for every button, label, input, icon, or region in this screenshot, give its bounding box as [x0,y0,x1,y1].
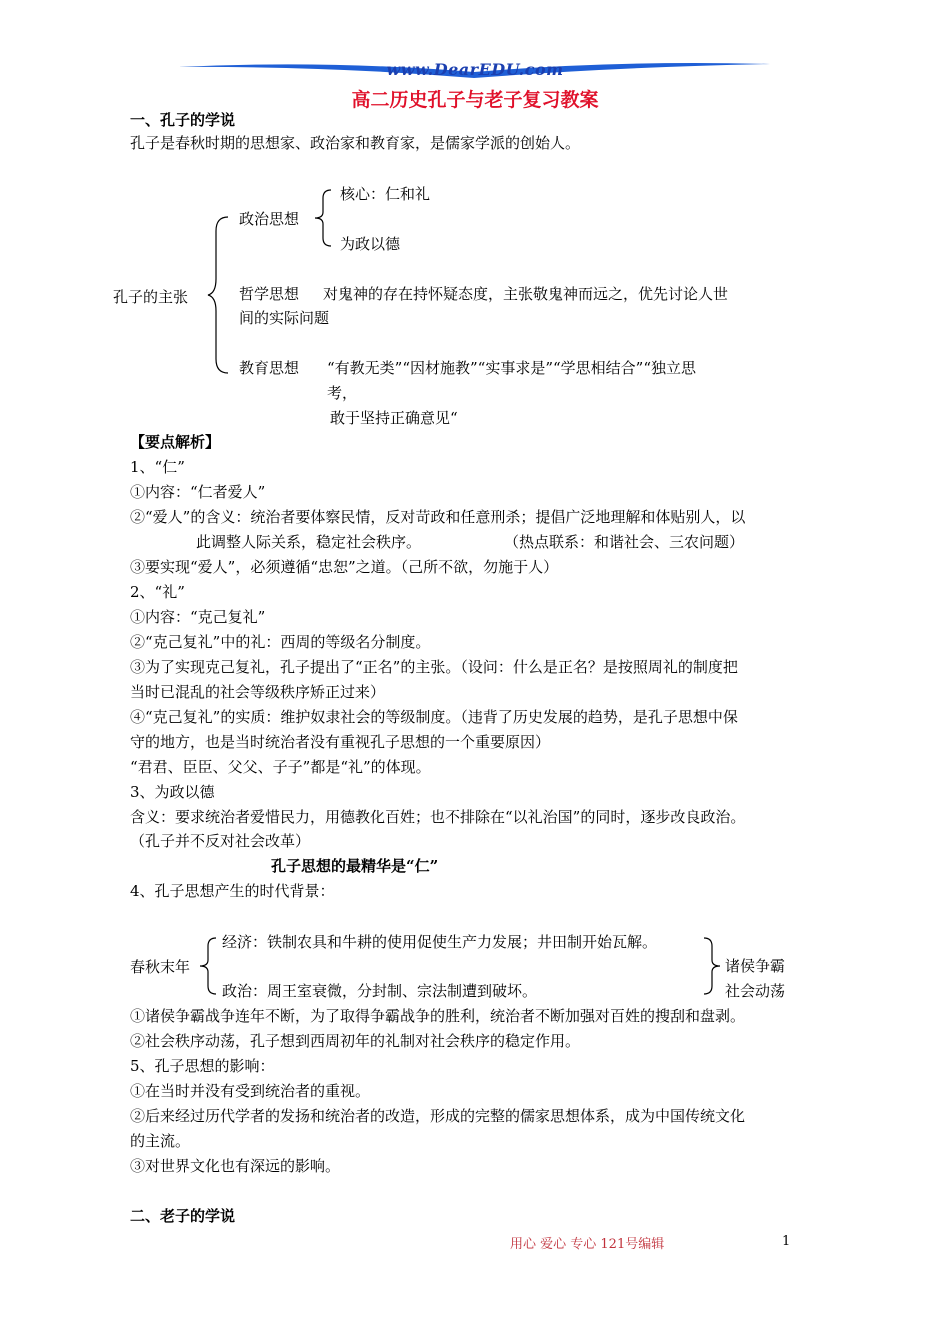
section-heading: 一、孔子的学说 [130,111,236,129]
background-root: 春秋末年 [130,958,191,976]
ren-title: 1、“仁” [130,458,185,476]
li-point-4: ④“克己复礼”的实质：维护奴隶社会的等级制度。（违背了历史发展的趋势，是孔子思想中保 [130,708,738,726]
philosophy-label: 哲学思想 [239,285,300,303]
result-turmoil: 社会动荡 [725,982,786,1000]
background-brace [198,936,220,996]
footer-credit: 用心 爱心 专心 121号编辑 [510,1237,665,1252]
de-title: 3、为政以德 [130,783,215,801]
essence-statement: 孔子思想的最精华是“仁” [271,857,439,875]
li-summary: “君君、臣臣、父父、子子”都是“礼”的体现。 [130,758,431,776]
background-point-1: ①诸侯争霸战争连年不断，为了取得争霸战争的胜利，统治者不断加强对百姓的搜刮和盘剥。 [130,1007,746,1025]
ren-point-2: ②“爱人”的含义：统治者要体察民情，反对苛政和任意刑杀；提倡广泛地理解和体贴别人，以 [130,508,746,526]
section2-heading: 二、老子的学说 [130,1207,236,1225]
de-meaning: 含义：要求统治者爱惜民力，用德教化百姓；也不排除在“以礼治国”的同时，逐步改良政治。 [130,808,746,826]
result-hegemony: 诸侯争霸 [725,957,786,975]
ren-point-2-cont: 此调整人际关系，稳定社会秩序。 [196,533,422,551]
diagram-root: 孔子的主张 [113,288,189,306]
philosophy-text-cont: 间的实际问题 [239,309,330,327]
page-title: 高二历史孔子与老子复习教案 [351,89,599,111]
li-point-2: ②“克己复礼”中的礼：西周的等级名分制度。 [130,633,431,651]
result-brace [702,936,724,996]
political-item-virtue: 为政以德 [340,235,401,253]
political-label: 政治思想 [239,210,300,228]
education-text-end: 敢于坚持正确意见“ [330,409,458,427]
influence-point-2-cont: 的主流。 [130,1132,191,1150]
background-politics: 政治：周王室衰微，分封制、宗法制遭到破坏。 [222,982,538,1000]
li-title: 2、“礼” [130,583,185,601]
philosophy-text: 对鬼神的存在持怀疑态度，主张敬鬼神而远之，优先讨论人世 [323,285,729,303]
li-point-3: ③为了实现克己复礼，孔子提出了“正名”的主张。（设问：什么是正名？是按照周礼的制度把 [130,658,738,676]
li-point-1: ①内容：“克己复礼” [130,608,266,626]
influence-point-2: ②后来经过历代学者的发扬和统治者的改造，形成的完整的儒家思想体系，成为中国传统文化 [130,1107,746,1125]
education-text-cont: 考， [327,384,358,402]
analysis-heading: 【要点解析】 [130,433,221,451]
education-label: 教育思想 [239,359,300,377]
ren-point-3: ③要实现“爱人”，必须遵循“忠恕”之道。（己所不欲，勿施于人） [130,558,559,576]
page-number: 1 [782,1234,791,1249]
li-point-4-cont: 守的地方，也是当时统治者没有重视孔子思想的一个重要原因） [130,733,551,751]
influence-point-3: ③对世界文化也有深远的影响。 [130,1157,341,1175]
ren-hotspot-note: （热点联系：和谐社会、三农问题） [504,533,745,551]
de-note: （孔子并不反对社会改革） [130,832,311,850]
ren-point-1: ①内容：“仁者爱人” [130,483,266,501]
li-point-3-cont: 当时已混乱的社会等级秩序矫正过来） [130,683,386,701]
site-url[interactable]: www.DearEDU.com [386,60,564,79]
background-economy: 经济：铁制农具和牛耕的使用促使生产力发展；井田制开始瓦解。 [222,933,658,951]
political-brace [313,188,335,248]
education-text: “有教无类”“因材施教”“实事求是”“学思相结合”“独立思 [327,359,697,377]
background-point-2: ②社会秩序动荡，孔子想到西周初年的礼制对社会秩序的稳定作用。 [130,1032,581,1050]
intro-text: 孔子是春秋时期的思想家、政治家和教育家，是儒家学派的创始人。 [130,134,581,152]
big-brace [208,215,232,375]
political-item-core: 核心：仁和礼 [340,185,431,203]
background-title: 4、孔子思想产生的时代背景： [130,882,335,900]
influence-title: 5、孔子思想的影响： [130,1057,275,1075]
influence-point-1: ①在当时并没有受到统治者的重视。 [130,1082,371,1100]
